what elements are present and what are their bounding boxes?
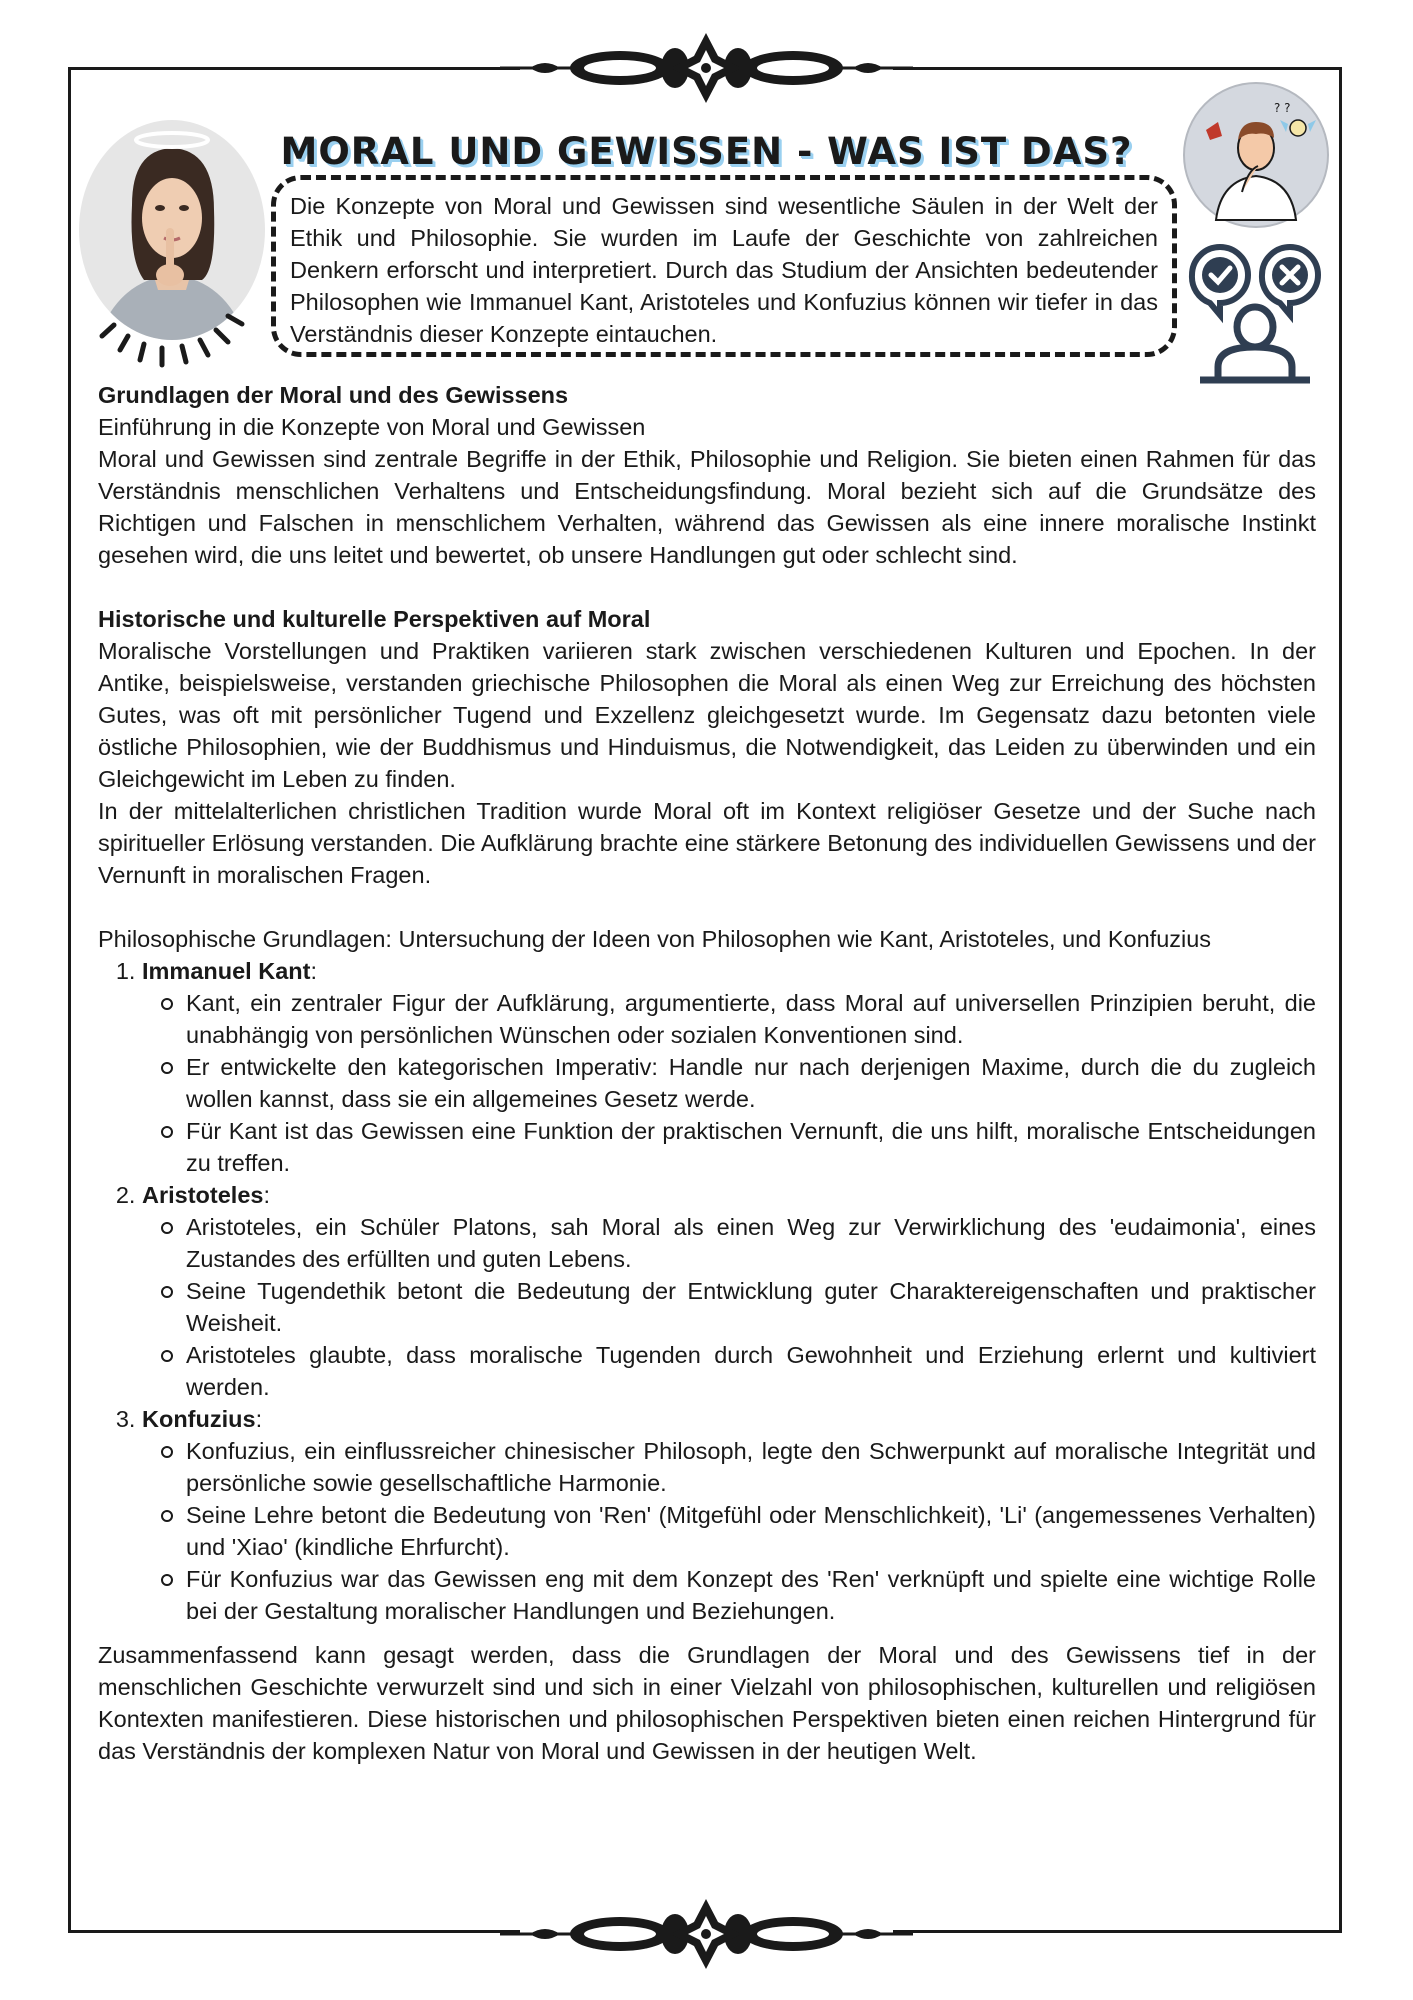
section-subheading: Einführung in die Konzepte von Moral und Gewissen bbox=[98, 414, 646, 440]
philosopher-list bbox=[98, 955, 1316, 1627]
philosopher-name: Aristoteles bbox=[142, 1182, 264, 1208]
section-heading-grundlagen: Grundlagen der Moral und des Gewissens bbox=[98, 382, 569, 408]
conclusion-paragraph: Zusammenfassend kann gesagt werden, dass die Grundlagen der Moral und des Gewissens tief in der menschlichen Geschichte verwurzelt sind und sich in einer Vielzahl von philosophischen, kulturellen und religiösen Kontexten manifestieren. Diese historischen und philosophischen Perspektiven bieten einen reichen Hintergrund für das Verständnis der komplexen Natur von Moral und Gewissen in der heutigen Welt. bbox=[98, 1642, 1316, 1764]
section-paragraph: Moralische Vorstellungen und Praktiken variieren stark zwischen verschiedenen Kulturen und Epochen. In der Antike, beispielsweise, verstanden griechische Philosophen die Moral als einen Weg zur Erreichung des höchsten Gutes, was oft mit persönlicher Tugend und Exzellenz gleichgesetzt wurde. Im Gegensatz dazu betonten viele östliche Philosophien, wie der Buddhismus und Hinduismus, die Notwendigkeit, das Leiden zu überwinden und ein Gleichgewicht im Leben zu finden. bbox=[98, 638, 1316, 792]
point-list bbox=[142, 1435, 1316, 1627]
svg-text:? ?: ? ? bbox=[1274, 101, 1291, 115]
list-item: Für Konfuzius war das Gewissen eng mit dem Konzept des 'Ren' verknüpft und spielte eine wichtige Rolle bei der Gestaltung moralischer Handlungen und Beziehungen. bbox=[186, 1563, 1316, 1627]
section-heading-historisch: Historische und kulturelle Perspektiven auf Moral bbox=[98, 606, 651, 632]
list-item-kant: 1. Immanuel Kant: Kant, ein zentraler Figur der Aufklärung, argumentierte, dass Moral auf universellen Prinzipien beruht, die unabhängig von persönlichen Wünschen oder sozialen Konventionen sind. Er entwickelte den kategorischen Imperativ: Handle nur nach derjenigen Maxime, durch die du zugleich wollen kannst, dass sie ein allgemeines Gesetz werde. Für Kant ist das Gewissen eine Funktion der praktischen Vernunft, die uns hilft, moralische Entscheidungen zu treffen. bbox=[142, 955, 1316, 1179]
section-paragraph: Moral und Gewissen sind zentrale Begriffe in der Ethik, Philosophie und Religion. Sie bieten einen Rahmen für das Verständnis menschlichen Verhaltens und Entscheidungsfindung. Moral bezieht sich auf die Grundsätze des Richtigen und Falschen in menschlichem Verhalten, während das Gewissen als eine innere moralische Instinkt gesehen wird, die uns leitet und bewertet, ob unsere Handlungen gut oder schlecht sind. bbox=[98, 446, 1316, 568]
point-list bbox=[142, 1211, 1316, 1403]
main-content bbox=[98, 379, 1316, 1767]
philosopher-name: Konfuzius bbox=[142, 1406, 256, 1432]
intro-callout bbox=[271, 175, 1177, 357]
section-paragraph: In der mittelalterlichen christlichen Tradition wurde Moral oft im Kontext religiöser Gesetze und der Suche nach spiritueller Erlösung verstanden. Die Aufklärung brachte eine stärkere Betonung des individuellen Gewissens und der Vernunft in moralischen Fragen. bbox=[98, 798, 1316, 888]
ornament-divider-icon bbox=[500, 28, 913, 108]
list-item: Konfuzius, ein einflussreicher chinesischer Philosoph, legte den Schwerpunkt auf moralische Integrität und persönliche sowie gesellschaftliche Harmonie. bbox=[186, 1435, 1316, 1499]
list-item: Seine Tugendethik betont die Bedeutung der Entwicklung guter Charaktereigenschaften und praktischer Weisheit. bbox=[186, 1275, 1316, 1339]
philosophy-intro: Philosophische Grundlagen: Untersuchung der Ideen von Philosophen wie Kant, Aristoteles, und Konfuzius bbox=[98, 926, 1212, 952]
point-list bbox=[142, 987, 1316, 1179]
list-item-aristoteles: 2. Aristoteles: Aristoteles, ein Schüler Platons, sah Moral als einen Weg zur Verwirklichung des 'eudaimonia', eines Zustandes des erfüllten und guten Lebens. Seine Tugendethik betont die Bedeutung der Entwicklung guter Charaktereigenschaften und praktischer Weisheit. Aristoteles glaubte, dass moralische Tugenden durch Gewohnheit und Erziehung erlernt und kultiviert werden. bbox=[142, 1179, 1316, 1403]
list-item: Seine Lehre betont die Bedeutung von 'Ren' (Mitgefühl oder Menschlichkeit), 'Li' (angemessenes Verhalten) und 'Xiao' (kindliche Ehrfurcht). bbox=[186, 1499, 1316, 1563]
intro-text: Die Konzepte von Moral und Gewissen sind wesentliche Säulen in der Welt der Ethik und Philosophie. Sie wurden im Laufe der Geschichte von zahlreichen Denkern erforscht und interpretiert. Durch das Studium der Ansichten bedeutender Philosophen wie Immanuel Kant, Aristoteles und Konfuzius können wir tiefer in das Verständnis dieser Konzepte eintauchen. bbox=[290, 193, 1158, 347]
philosopher-name: Immanuel Kant bbox=[142, 958, 311, 984]
ornament-divider-icon bbox=[500, 1894, 913, 1974]
thinking-man-devil-angel-image bbox=[1176, 80, 1336, 230]
list-item: Aristoteles, ein Schüler Platons, sah Moral als einen Weg zur Verwirklichung des 'eudaimonia', eines Zustandes des erfüllten und guten Lebens. bbox=[186, 1211, 1316, 1275]
list-item: Aristoteles glaubte, dass moralische Tugenden durch Gewohnheit und Erziehung erlernt und kultiviert werden. bbox=[186, 1339, 1316, 1403]
list-item-konfuzius: 3. Konfuzius: Konfuzius, ein einflussreicher chinesischer Philosoph, legte den Schwerpunkt auf moralische Integrität und persönliche sowie gesellschaftliche Harmonie. Seine Lehre betont die Bedeutung von 'Ren' (Mitgefühl oder Menschlichkeit), 'Li' (angemessenes Verhalten) und 'Xiao' (kindliche Ehrfurcht). Für Konfuzius war das Gewissen eng mit dem Konzept des 'Ren' verknüpft und spielte eine wichtige Rolle bei der Gestaltung moralischer Handlungen und Beziehungen. bbox=[142, 1403, 1316, 1627]
page-title: MORAL UND GEWISSEN - WAS IST DAS? bbox=[280, 129, 1133, 173]
list-item: Für Kant ist das Gewissen eine Funktion der praktischen Vernunft, die uns hilft, moralische Entscheidungen zu treffen. bbox=[186, 1115, 1316, 1179]
thinking-woman-image bbox=[74, 110, 274, 370]
approve-reject-vote-icon bbox=[1180, 235, 1330, 385]
list-item: Kant, ein zentraler Figur der Aufklärung, argumentierte, dass Moral auf universellen Prinzipien beruht, die unabhängig von persönlichen Wünschen oder sozialen Konventionen sind. bbox=[186, 987, 1316, 1051]
list-item: Er entwickelte den kategorischen Imperativ: Handle nur nach derjenigen Maxime, durch die du zugleich wollen kannst, dass sie ein allgemeines Gesetz werde. bbox=[186, 1051, 1316, 1115]
